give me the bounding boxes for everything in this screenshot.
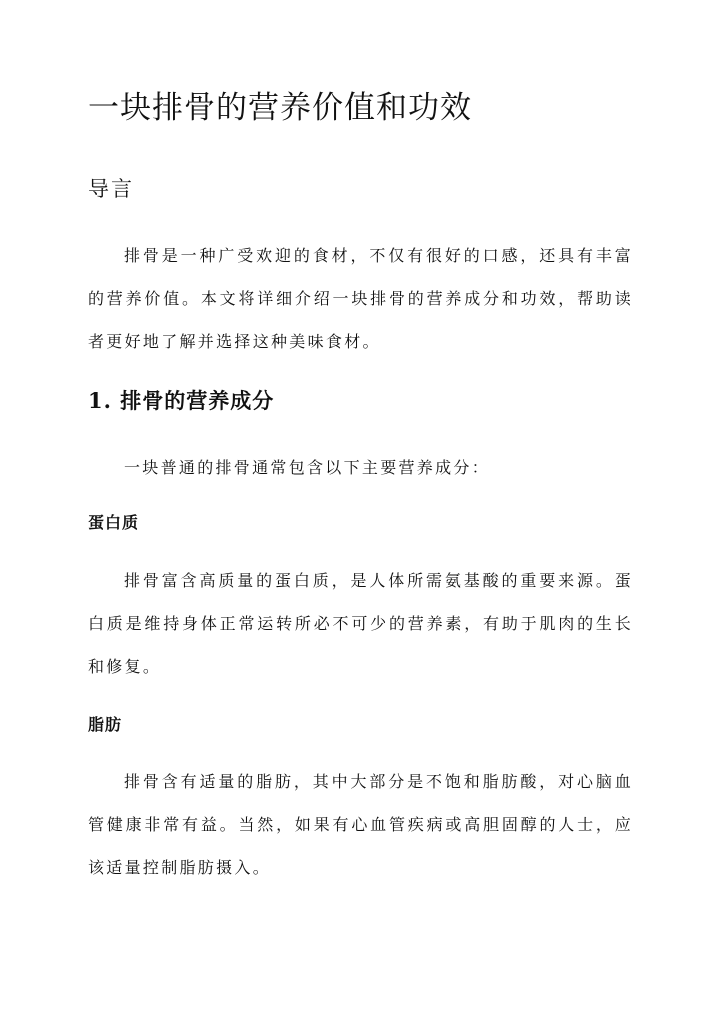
fat-paragraph: 排骨含有适量的脂肪，其中大部分是不饱和脂肪酸，对心脑血管健康非常有益。当然，如果有心血管疾病或高胆固醇的人士，应该适量控制脂肪摄入。 xyxy=(88,772,633,877)
subsection-heading-protein: 蛋白质 xyxy=(88,513,140,532)
protein-paragraph: 排骨富含高质量的蛋白质，是人体所需氨基酸的重要来源。蛋白质是维持身体正常运转所必不可少的营养素，有助于肌肉的生长和修复。 xyxy=(88,571,633,676)
section-heading-intro: 导言 xyxy=(88,177,134,201)
subsection-heading-fat: 脂肪 xyxy=(88,715,123,734)
intro-paragraph: 排骨是一种广受欢迎的食材，不仅有很好的口感，还具有丰富的营养价值。本文将详细介绍一块排骨的营养成分和功效，帮助读者更好地了解并选择这种美味食材。 xyxy=(88,246,633,351)
nutrition-intro-paragraph: 一块普通的排骨通常包含以下主要营养成分： xyxy=(124,458,491,477)
section-heading-nutrition: 1. 排骨的营养成分 xyxy=(88,388,275,413)
document-title: 一块排骨的营养价值和功效 xyxy=(88,90,472,126)
